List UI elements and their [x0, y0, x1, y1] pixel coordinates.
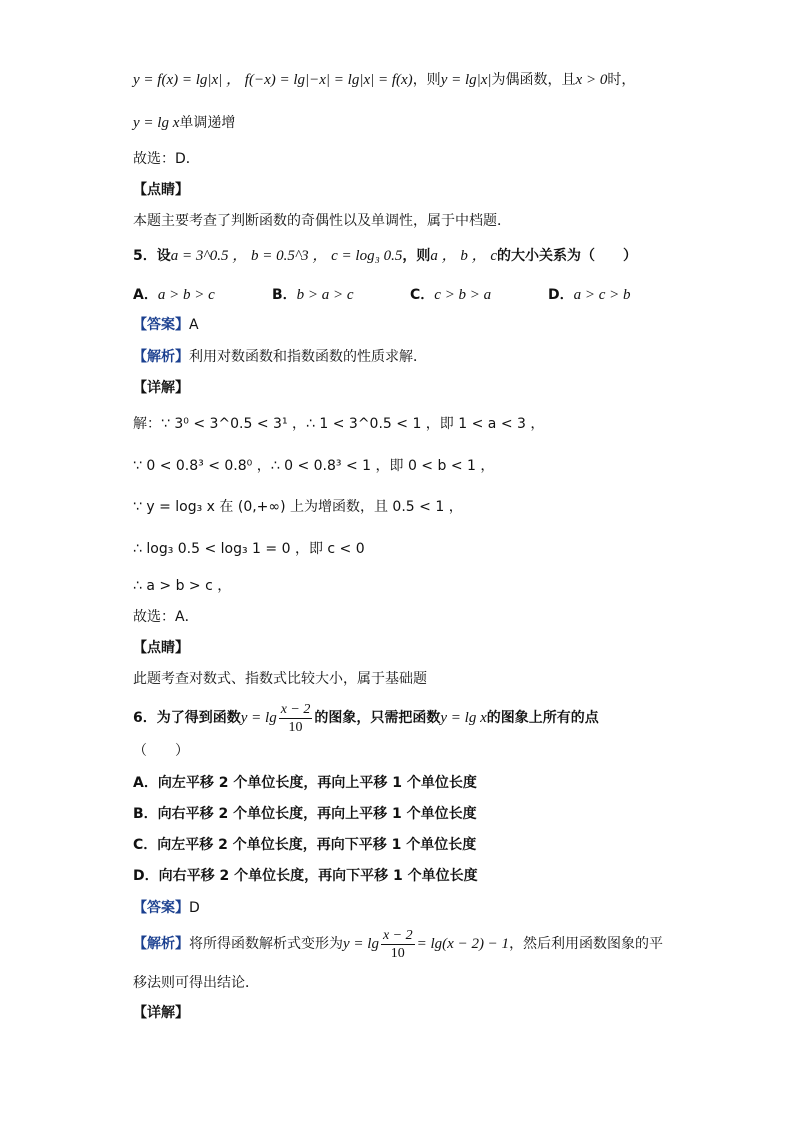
option-label: D．: [548, 287, 574, 303]
option-label: B．: [133, 806, 158, 822]
math-expression: a = 3^0.5 ， b = 0.5^3 ， c = log₃ 0.5: [170, 248, 403, 264]
q6-analysis: [133, 926, 663, 962]
text-fragment: 的图象，只需把函数: [314, 710, 441, 726]
q5-step-5: ∴ a > b > c ，: [133, 578, 232, 594]
prev-solution-line-1: [133, 70, 635, 90]
text-fragment: 单调递增: [179, 115, 236, 131]
q6-analysis-line-2: 移法则可得出结论．: [133, 975, 259, 991]
text-fragment: 时，: [607, 72, 636, 88]
q5-option-c[interactable]: [410, 285, 491, 305]
prev-solution-line-2: [133, 113, 235, 133]
analysis-label: 【解析】: [133, 936, 189, 952]
q6-stem: [133, 700, 599, 736]
text-fragment: ，则: [402, 248, 431, 264]
q6-answer: [133, 898, 200, 918]
math-expression: y = lg x: [440, 710, 487, 726]
option-text: 向左平移 2 个单位长度，再向上平移 1 个单位长度: [157, 775, 477, 791]
fraction: [381, 927, 415, 962]
option-text: 向左平移 2 个单位长度，再向下平移 1 个单位长度: [157, 837, 477, 853]
analysis-text: ，然后利用函数图象的平: [509, 936, 664, 952]
prev-comment: 本题主要考查了判断函数的奇偶性以及单调性，属于中档题．: [133, 213, 511, 229]
q6-detail-label: 【详解】: [133, 1005, 189, 1021]
prev-comment-label: 【点睛】: [133, 182, 189, 198]
option-label: D．: [133, 868, 159, 884]
q5-choose: 故选：A．: [133, 609, 199, 625]
q5-stem: [133, 246, 637, 266]
q6-option-b[interactable]: [133, 804, 477, 824]
option-expression: b > a > c: [296, 287, 354, 303]
q5-analysis: [133, 347, 427, 367]
math-expression: a ， b ， c: [430, 248, 497, 264]
math-expression: y = lg: [343, 936, 379, 952]
q5-step-2: ∵ 0 < 0.8³ < 0.8⁰ ，∴ 0 < 0.8³ < 1 ，即 0 < b < 1 ，: [133, 458, 495, 474]
q6-option-a[interactable]: [133, 773, 477, 793]
fraction-denominator: 10: [288, 719, 303, 735]
math-expression: = lg(x − 2) − 1: [416, 936, 510, 952]
text-fragment: 的图象上所有的点: [486, 710, 599, 726]
analysis-text: 利用对数函数和指数函数的性质求解．: [189, 349, 427, 365]
answer-label: 【答案】: [133, 900, 189, 916]
q5-answer: [133, 315, 199, 335]
fraction-numerator: x − 2: [280, 701, 311, 717]
option-expression: c > b > a: [434, 287, 492, 303]
q6-paren: （ ）: [133, 743, 189, 759]
text-fragment: 的大小关系为（ ）: [497, 248, 637, 264]
math-expression: x > 0: [575, 72, 608, 88]
fraction: [279, 701, 313, 736]
q5-comment-label: 【点睛】: [133, 640, 189, 656]
option-text: 向右平移 2 个单位长度，再向下平移 1 个单位长度: [158, 868, 478, 884]
answer-value: A: [189, 317, 199, 333]
q5-option-d[interactable]: [548, 285, 631, 305]
q6-option-c[interactable]: [133, 835, 476, 855]
analysis-label: 【解析】: [133, 349, 189, 365]
option-label: A．: [133, 775, 158, 791]
q5-option-b[interactable]: [272, 285, 354, 305]
option-label: A．: [133, 287, 158, 303]
question-number: 6．为了得到函数: [133, 710, 241, 726]
q5-step-3: ∵ y = log₃ x 在 (0,+∞) 上为增函数，且 0.5 < 1 ，: [133, 499, 463, 515]
q5-comment: 此题考查对数式、指数式比较大小，属于基础题: [133, 671, 427, 687]
option-expression: a > c > b: [573, 287, 631, 303]
fraction-denominator: 10: [390, 945, 405, 961]
option-expression: a > b > c: [157, 287, 215, 303]
q5-step-4: ∴ log₃ 0.5 < log₃ 1 = 0 ，即 c < 0: [133, 541, 365, 557]
option-label: B．: [272, 287, 297, 303]
analysis-text: 将所得函数解析式变形为: [189, 936, 343, 952]
q5-step-1: 解：∵ 3⁰ < 3^0.5 < 3¹ ，∴ 1 < 3^0.5 < 1 ，即 1 < a < 3 ，: [133, 416, 545, 432]
text-fragment: 为偶函数，且: [491, 72, 576, 88]
option-label: C．: [410, 287, 435, 303]
option-label: C．: [133, 837, 158, 853]
math-expression: y = f(x) = lg|x| ， f(−x) = lg|−x| = lg|x| = f(x): [133, 72, 413, 88]
fraction-numerator: x − 2: [382, 927, 413, 943]
answer-value: D: [189, 900, 200, 916]
math-expression: y = lg|x|: [440, 72, 492, 88]
question-number: 5．设: [133, 248, 171, 264]
q5-option-a[interactable]: [133, 285, 215, 305]
text-fragment: ，则: [412, 72, 441, 88]
option-text: 向右平移 2 个单位长度，再向上平移 1 个单位长度: [157, 806, 477, 822]
q5-detail-label: 【详解】: [133, 380, 189, 396]
math-expression: y = lg: [240, 710, 277, 726]
answer-label: 【答案】: [133, 317, 189, 333]
prev-choose: 故选：D．: [133, 151, 200, 167]
math-expression: y = lg x: [133, 115, 180, 131]
q6-option-d[interactable]: [133, 866, 478, 886]
